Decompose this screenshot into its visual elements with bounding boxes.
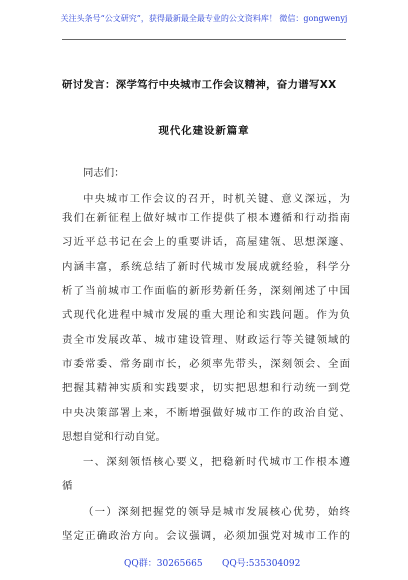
body-line: （一）深刻把握党的领导是城市发展核心优势，始终 — [83, 506, 350, 518]
body-line: 内涵丰富，系统总结了新时代城市发展成就经验，科学分 — [62, 261, 350, 273]
body-line: 式现代化进程中城市发展的重大理论和实践问题。作为负 — [62, 309, 350, 321]
body-line: 中央决策部署上来，不断增强做好城市工作的政治自觉、 — [62, 407, 350, 419]
salutation: 同志们： — [83, 167, 125, 179]
body-line: 市委常委、常务副市长，必须率先带头，深刻领会、全面 — [62, 358, 350, 370]
document-title-line-2: 现代化建设新篇章 — [158, 125, 250, 137]
body-line: 思想自觉和行动自觉。 — [62, 431, 166, 443]
body-line: 中央城市工作会议的召开，时机关键、意义深远，为 — [83, 193, 350, 205]
section-heading-line: 循 — [62, 480, 73, 492]
body-line: 把握其精神实质和实践要求，切实把思想和行动统一到党 — [62, 382, 350, 394]
body-line: 我们在新征程上做好城市工作提供了根本遵循和行动指南 — [62, 212, 350, 224]
document-title-line-1: 研讨发言：深学笃行中央城市工作会议精神，奋力谱写XX — [62, 79, 337, 91]
body-line: 析了当前城市工作面临的新形势新任务，深刻阐述了中国 — [62, 285, 350, 297]
header-notice: 关注头条号“公文研究”，获得最新最全最专业的公文资料库！ 微信：gongwenyj — [60, 14, 348, 23]
body-line: 坚定正确政治方向。会议强调，必须加强党对城市工作的 — [62, 530, 350, 542]
section-heading-line: 一、深刻领悟核心要义，把稳新时代城市工作根本遵 — [83, 456, 350, 468]
body-line: 责全市发展改革、城市建设管理、财政运行等关键领域的 — [62, 334, 350, 346]
header-divider — [62, 39, 346, 40]
footer-qq-number: QQ号:535304092 — [222, 559, 301, 569]
body-line: 习近平总书记在会上的重要讲话，高屋建瓴、思想深邃、 — [62, 236, 350, 248]
footer-qq-group: QQ群：30265665 — [124, 559, 203, 569]
